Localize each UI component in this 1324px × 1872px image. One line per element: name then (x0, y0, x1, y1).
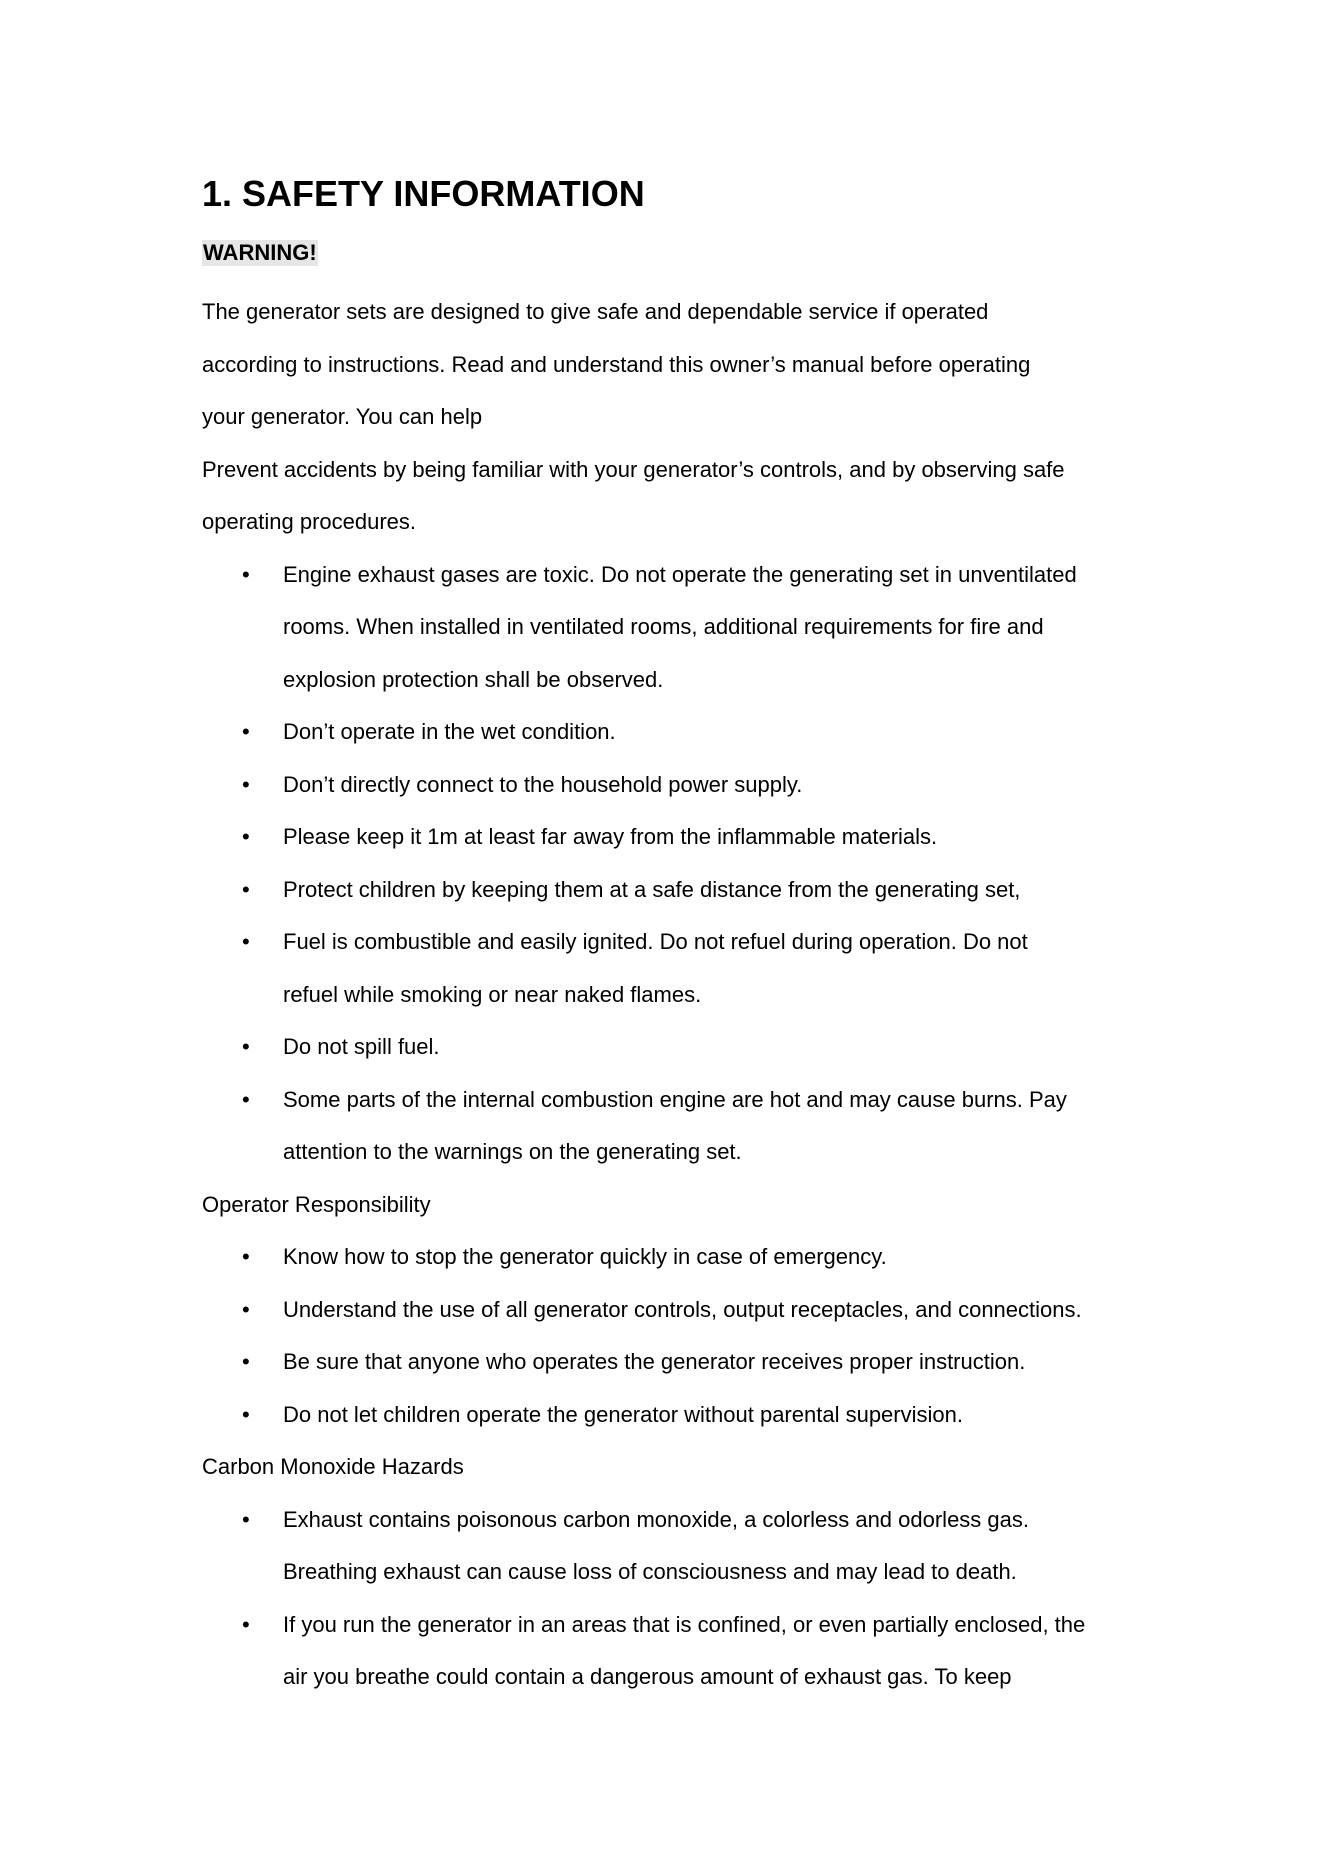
list-item-text: Engine exhaust gases are toxic. Do not operate the generating set in unventilated (283, 561, 1077, 587)
intro-line: The generator sets are designed to give safe and dependable service if operated (202, 299, 989, 324)
bullet-icon: • (242, 719, 250, 744)
list-item (202, 1284, 1142, 1337)
list-item-text: If you run the generator in an areas that is confined, or even partially enclosed, the (283, 1611, 1086, 1637)
carbon-bullet-list (202, 1494, 1142, 1704)
bullet-icon: • (242, 876, 250, 902)
operator-heading: Operator Responsibility (202, 1191, 431, 1217)
list-item-text: Know how to stop the generator quickly in case of emergency. (283, 1244, 887, 1269)
list-item (202, 706, 1142, 759)
list-item-text: Understand the use of all generator controls, output receptacles, and connections. (283, 1296, 1082, 1322)
section-title: 1. SAFETY INFORMATION (202, 173, 645, 214)
intro-line: your generator. You can help (202, 404, 483, 429)
operator-bullet-list (202, 1231, 1142, 1441)
list-item (202, 759, 1142, 812)
intro-line: Prevent accidents by being familiar with your generator’s controls, and by observing safe (202, 456, 1065, 482)
list-item-text: Please keep it 1m at least far away from the inflammable materials. (283, 824, 938, 849)
bullet-icon: • (242, 929, 250, 954)
intro-line: according to instructions. Read and understand this owner’s manual before operating (202, 351, 1031, 377)
warning-row (202, 240, 1142, 270)
list-item-text: Do not spill fuel. (283, 1034, 440, 1059)
list-item-text: refuel while smoking or near naked flames. (283, 981, 702, 1007)
list-item-text: Do not let children operate the generator without parental supervision. (283, 1401, 963, 1427)
warning-label: WARNING! (203, 240, 317, 265)
bullet-icon: • (242, 1296, 250, 1322)
list-item-text: Exhaust contains poisonous carbon monoxide, a colorless and odorless gas. (283, 1506, 1030, 1532)
list-item-text: Fuel is combustible and easily ignited. Do not refuel during operation. Do not (283, 929, 1028, 954)
bullet-icon: • (242, 1086, 250, 1112)
bullet-icon: • (242, 1401, 250, 1427)
bullet-icon: • (242, 1034, 250, 1059)
carbon-heading: Carbon Monoxide Hazards (202, 1454, 464, 1479)
bullet-icon: • (242, 1611, 250, 1637)
list-item-text: Some parts of the internal combustion engine are hot and may cause burns. Pay (283, 1086, 1067, 1112)
list-item-text: air you breathe could contain a dangerous amount of exhaust gas. To keep (283, 1664, 1012, 1689)
list-item-text: Be sure that anyone who operates the generator receives proper instruction. (283, 1349, 1026, 1374)
list-item (202, 811, 1142, 864)
list-item (202, 1494, 1142, 1599)
list-item-text: rooms. When installed in ventilated rooms, additional requirements for fire and (283, 614, 1044, 639)
list-item (202, 1389, 1142, 1442)
list-item-text: Don’t operate in the wet condition. (283, 719, 616, 744)
document-page (202, 172, 1142, 1704)
safety-bullet-list (202, 549, 1142, 1179)
list-item-text: Breathing exhaust can cause loss of consciousness and may lead to death. (283, 1559, 1017, 1584)
intro-line: operating procedures. (202, 509, 417, 534)
list-item (202, 549, 1142, 707)
intro-paragraph (202, 286, 1142, 549)
list-item (202, 1336, 1142, 1389)
list-item-text: Don’t directly connect to the household power supply. (283, 771, 803, 797)
list-item (202, 864, 1142, 917)
bullet-icon: • (242, 561, 250, 587)
bullet-icon: • (242, 824, 250, 849)
list-item (202, 1231, 1142, 1284)
list-item (202, 1074, 1142, 1179)
list-item-text: Protect children by keeping them at a safe distance from the generating set, (283, 876, 1021, 902)
bullet-icon: • (242, 771, 250, 797)
bullet-icon: • (242, 1349, 250, 1374)
bullet-icon: • (242, 1244, 250, 1269)
list-item (202, 916, 1142, 1021)
list-item (202, 1021, 1142, 1074)
bullet-icon: • (242, 1506, 250, 1532)
list-item-text: attention to the warnings on the generating set. (283, 1139, 742, 1164)
list-item (202, 1599, 1142, 1704)
list-item-text: explosion protection shall be observed. (283, 666, 664, 692)
